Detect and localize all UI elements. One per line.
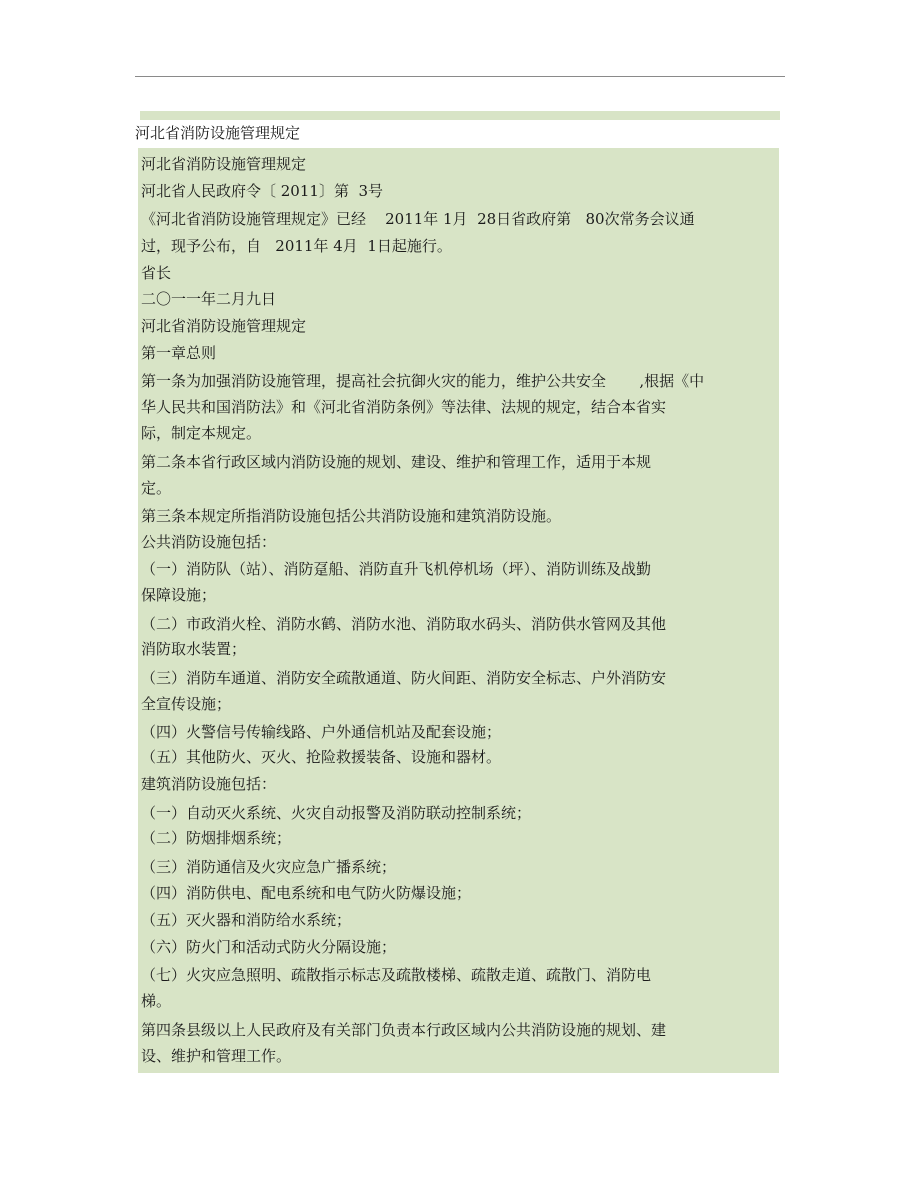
text-line: （四）消防供电、配电系统和电气防火防爆设施； <box>141 884 472 902</box>
text-line: （一）自动灭火系统、火灾自动报警及消防联动控制系统； <box>141 804 532 822</box>
text-line: 河北省消防设施管理规定 <box>141 155 307 173</box>
text-line: 第四条县级以上人民政府及有关部门负责本行政区域内公共消防设施的规划、建 <box>141 1021 667 1039</box>
text-line: 第二条本省行政区域内消防设施的规划、建设、维护和管理工作，适用于本规 <box>141 453 652 471</box>
text-line: 华人民共和国消防法》和《河北省消防条例》等法律、法规的规定，结合本省实 <box>141 398 667 416</box>
header-rule <box>135 76 785 77</box>
text-line: 际，制定本规定。 <box>141 424 262 442</box>
text-line: （七）火灾应急照明、疏散指示标志及疏散楼梯、疏散走道、疏散门、消防电 <box>141 966 652 984</box>
text-line: 第一章总则 <box>141 344 217 362</box>
text-line: 设、维护和管理工作。 <box>141 1047 292 1065</box>
document-title: 河北省消防设施管理规定 <box>135 124 301 142</box>
text-line: （五）灭火器和消防给水系统； <box>141 911 352 929</box>
text-line: 全宣传设施； <box>141 695 232 713</box>
text-line: 二〇一一年二月九日 <box>141 290 277 308</box>
text-line: 省长 <box>141 264 172 282</box>
text-line: 消防取水装置； <box>141 640 247 658</box>
highlight-strip <box>140 111 780 120</box>
regulation-text-panel <box>138 148 779 1073</box>
text-line: （六）防火门和活动式防火分隔设施； <box>141 938 397 956</box>
text-line: （一）消防队（站）、消防趸船、消防直升飞机停机场（坪）、消防训练及战勤 <box>141 560 652 578</box>
text-line: （五）其他防火、灭火、抢险救援装备、设施和器材。 <box>141 748 502 766</box>
text-line: 第一条为加强消防设施管理，提高社会抗御火灾的能力，维护公共安全 ,根据《中 <box>141 372 705 390</box>
text-line: （四）火警信号传输线路、户外通信机站及配套设施； <box>141 723 502 741</box>
text-line: 河北省消防设施管理规定 <box>141 317 307 335</box>
text-line: （三）消防通信及火灾应急广播系统； <box>141 858 397 876</box>
text-line: 公共消防设施包括： <box>141 533 277 551</box>
text-line: 建筑消防设施包括： <box>141 775 277 793</box>
text-line: 定。 <box>141 479 172 497</box>
text-line: 《河北省消防设施管理规定》已经 2011年 1月 28日省政府第 80次常务会议通 <box>141 210 695 228</box>
text-line: （二）市政消火栓、消防水鹤、消防水池、消防取水码头、消防供水管网及其他 <box>141 615 667 633</box>
text-line: 河北省人民政府令〔 2011〕第 3号 <box>141 182 384 200</box>
text-line: 过，现予公布，自 2011年 4月 1日起施行。 <box>141 237 452 255</box>
text-line: 梯。 <box>141 992 172 1010</box>
text-line: （三）消防车通道、消防安全疏散通道、防火间距、消防安全标志、户外消防安 <box>141 669 667 687</box>
text-line: 保障设施； <box>141 586 217 604</box>
text-line: 第三条本规定所指消防设施包括公共消防设施和建筑消防设施。 <box>141 507 562 525</box>
text-line: （二）防烟排烟系统； <box>141 829 292 847</box>
